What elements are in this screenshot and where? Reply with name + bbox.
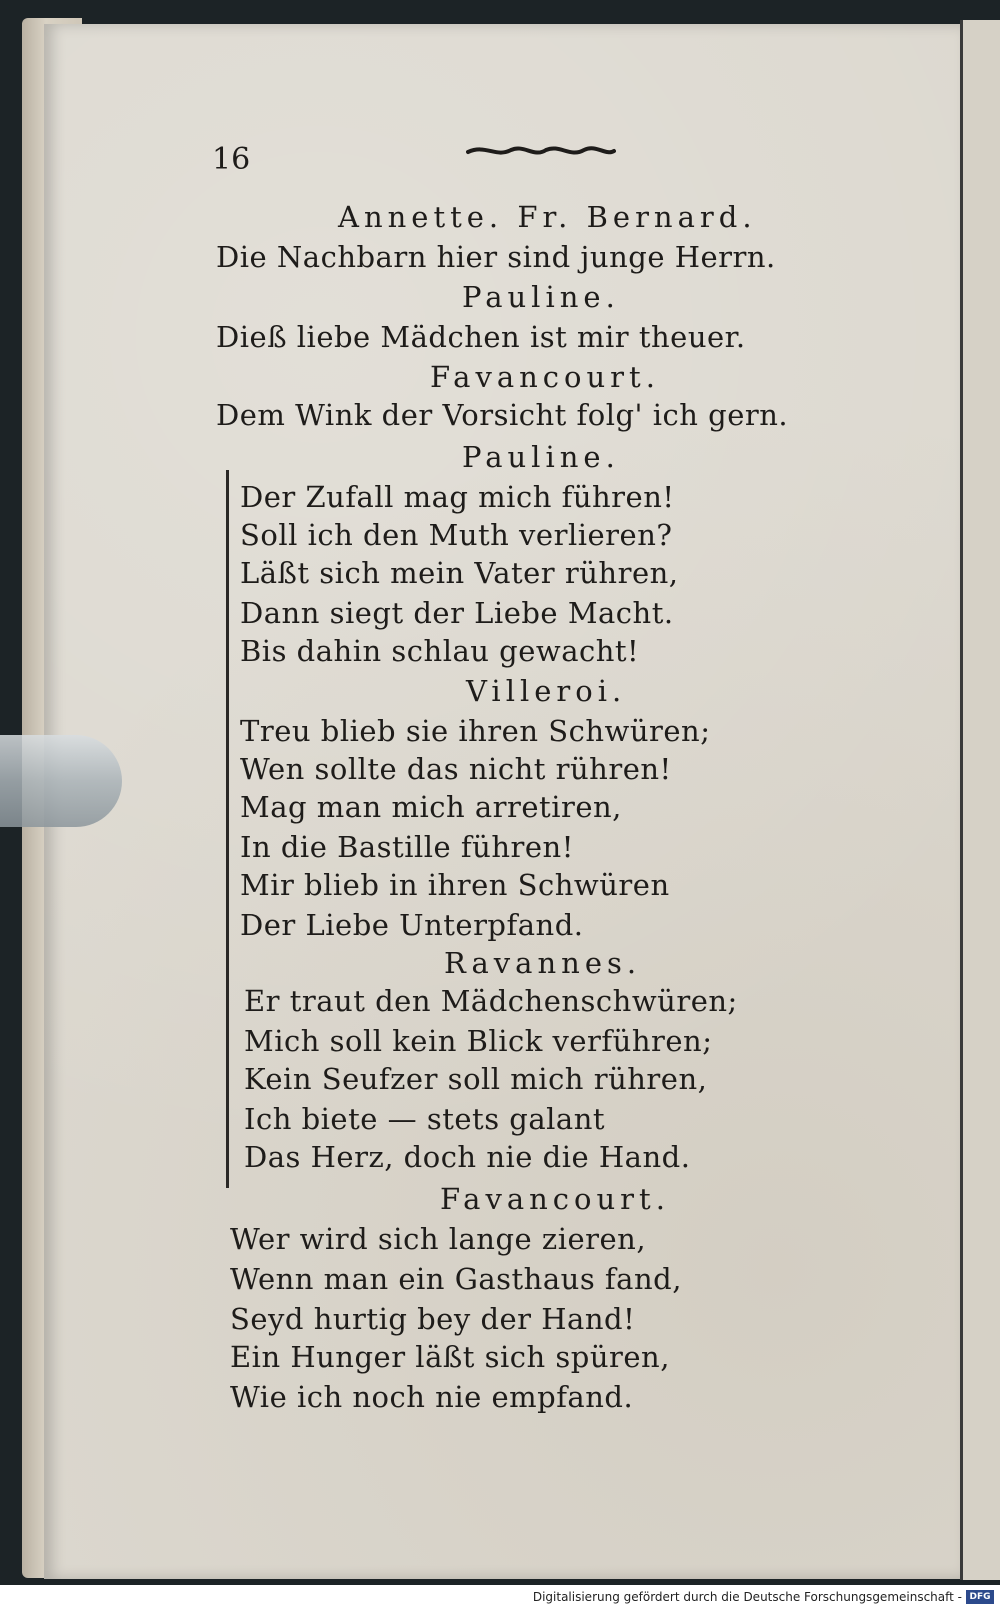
- facing-page-edge: [960, 20, 1000, 1580]
- footer-credit: Digitalisierung gefördert durch die Deutsche Forschungsgemeinschaft -: [532, 1590, 962, 1604]
- footer-bar: [0, 1585, 1000, 1607]
- verse-line: Bis dahin schlau gewacht!: [240, 634, 640, 668]
- speaker-name: Pauline.: [462, 440, 620, 474]
- verse-line: Treu blieb sie ihren Schwüren;: [240, 714, 711, 748]
- verse-bracket: [226, 470, 235, 1188]
- speaker-name: Annette. Fr. Bernard.: [338, 200, 757, 234]
- verse-line: Ich biete — stets galant: [244, 1102, 606, 1136]
- verse-line: Er traut den Mädchenschwüren;: [244, 984, 738, 1018]
- speaker-name: Favancourt.: [430, 360, 660, 394]
- verse-line: Ein Hunger läßt sich spüren,: [230, 1340, 670, 1374]
- verse-line: Das Herz, doch nie die Hand.: [244, 1140, 691, 1174]
- dfg-logo: DFG: [966, 1590, 994, 1604]
- verse-line: Der Zufall mag mich führen!: [240, 480, 675, 514]
- verse-line: Läßt sich mein Vater rühren,: [240, 556, 679, 590]
- verse-line: Die Nachbarn hier sind junge Herrn.: [216, 240, 776, 274]
- verse-line: Wenn man ein Gasthaus fand,: [230, 1262, 682, 1296]
- verse-line: Dieß liebe Mädchen ist mir theuer.: [216, 320, 746, 354]
- verse-line: Wen sollte das nicht rühren!: [240, 752, 672, 786]
- verse-line: In die Bastille führen!: [240, 830, 574, 864]
- verse-line: Dem Wink der Vorsicht folg' ich gern.: [216, 398, 789, 432]
- verse-line: Soll ich den Muth verlieren?: [240, 518, 673, 552]
- page-number: 16: [212, 142, 251, 177]
- verse-line: Kein Seufzer soll mich rühren,: [244, 1062, 708, 1096]
- verse-line: Mich soll kein Blick verführen;: [244, 1024, 713, 1058]
- speaker-name: Favancourt.: [440, 1182, 670, 1216]
- speaker-name: Ravannes.: [444, 946, 642, 980]
- ornament-rule: [466, 140, 616, 162]
- verse-line: Dann siegt der Liebe Macht.: [240, 596, 674, 630]
- verse-line: Seyd hurtig bey der Hand!: [230, 1302, 636, 1336]
- verse-line: Wie ich noch nie empfand.: [230, 1380, 634, 1414]
- speaker-name: Pauline.: [462, 280, 620, 314]
- page-clip: [0, 735, 122, 827]
- speaker-name: Villeroi.: [466, 674, 627, 708]
- verse-line: Mag man mich arretiren,: [240, 790, 622, 824]
- verse-line: Wer wird sich lange zieren,: [230, 1222, 647, 1256]
- verse-line: Mir blieb in ihren Schwüren: [240, 868, 670, 902]
- verse-line: Der Liebe Unterpfand.: [240, 908, 584, 942]
